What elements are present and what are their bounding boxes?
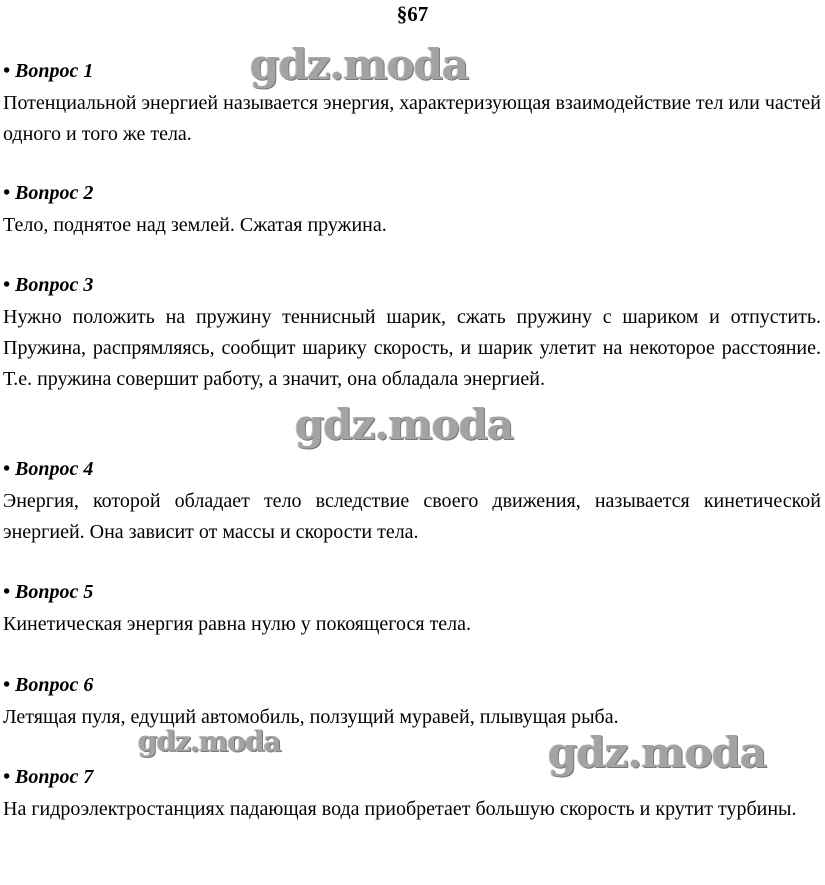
watermark-logo: gdz.moda [250,40,469,89]
question-block-3 [3,274,821,395]
question-answer-5: Кинетическая энергия равна нулю у покоящегося тела. [3,613,472,635]
question-block-1 [3,60,821,150]
question-answer-4: Энергия, которой обладает тело вследствие своего движения, называется кинетической энергией. Она зависит от массы и скорости тела. [3,490,821,543]
question-label-2: • Вопрос 2 [3,182,94,204]
question-answer-6: Летящая пуля, едущий автомобиль, ползущий муравей, плывущая рыба. [3,706,619,728]
paragraph-title: §67 [396,2,429,26]
question-answer-1: Потенциальной энергией называется энергия, характеризующая взаимодействие тел или частей одного и того же тела. [3,92,821,145]
question-block-5 [3,581,821,640]
question-block-6 [3,674,821,733]
watermark-logo: gdz.moda [548,728,767,777]
question-label-1: • Вопрос 1 [3,60,94,82]
question-answer-3: Нужно положить на пружину теннисный шарик, сжать пружину с шариком и отпустить. Пружина, распрямляясь, сообщит шарику скорость, и шарик улетит на некоторое расстояние. Т.е. пружина совершит работу, а значит, она обладала энергией. [3,306,821,390]
question-label-3: • Вопрос 3 [3,274,94,296]
question-answer-7: На гидроэлектростанциях падающая вода приобретает большую скорость и крутит турбины. [3,798,797,820]
question-block-4 [3,458,821,548]
watermark-logo: gdz.moda [138,725,281,758]
watermark-logo: gdz.moda [295,400,514,449]
question-answer-2: Тело, поднятое над землей. Сжатая пружина. [3,214,387,236]
question-label-5: • Вопрос 5 [3,581,94,603]
question-label-6: • Вопрос 6 [3,674,94,696]
question-block-2 [3,182,821,241]
question-label-7: • Вопрос 7 [3,766,94,788]
question-label-4: • Вопрос 4 [3,458,94,480]
question-block-7 [3,766,821,825]
